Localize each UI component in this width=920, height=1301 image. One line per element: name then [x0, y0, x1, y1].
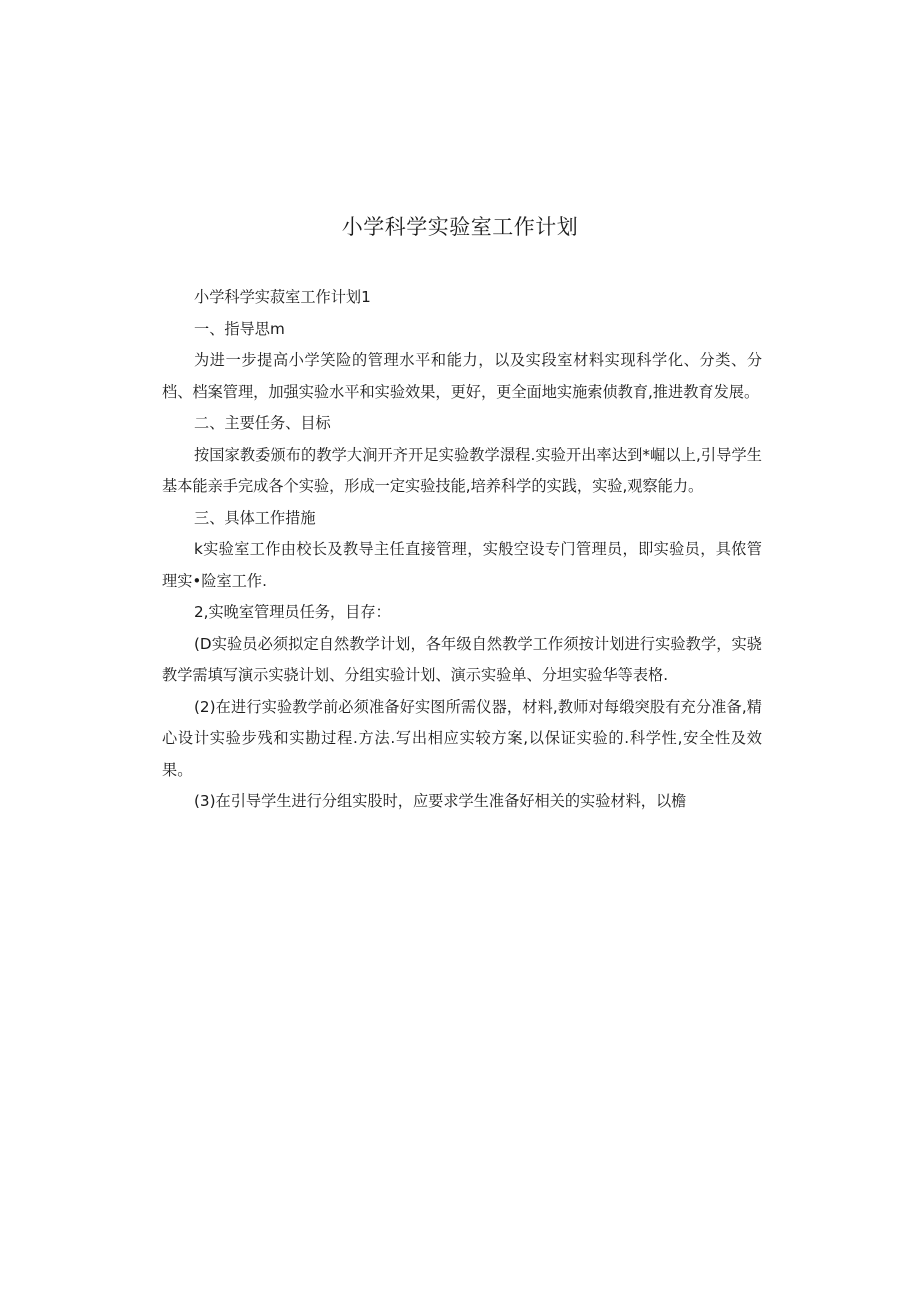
paragraph-item-1: (D实验员必须拟定自然教学计划，各年级自然教学工作须按计划进行实验教学，实骁教学需填写演示实骁计划、分组实验计划、演示实验单、分坦实验华等表格.: [162, 634, 762, 684]
heading-measures: 三、具体工作措施: [194, 508, 316, 527]
paragraph-measure-2: 2,实晚室管理员任务，目存：: [194, 603, 391, 621]
paragraph-main-tasks: 按国家教委颁布的教学大涧开齐开足实验教学澋程.实验开出率达到*崛以上,引导学生基本能亲手完成各个实验，形成一定实验技能,培养科学的实践，实验,观察能力。: [162, 445, 762, 495]
paragraph-item-2: (2)在进行实验教学前必须准备好实图所需仪器，材料,教师对每缎突股有充分准备,精心设计实验步残和实勘过程.方法.写出相应实较方案,以保证实验的.科学性,安全性及效果。: [162, 697, 762, 779]
paragraph-measure-1: k实验室工作由校长及教导主任直接管理，实般空设专门管理员，即实验员，具侬管理实•险室工作.: [162, 540, 762, 590]
paragraph-item-3: (3)在引导学生进行分组实股时，应要求学生准备好相关的实验材料，以檐: [194, 792, 687, 810]
heading-guiding-thought: 一、指导思m: [194, 319, 285, 338]
document-body: [162, 282, 762, 818]
document-title: 小学科学实验室工作计划: [341, 215, 579, 239]
paragraph-guiding-thought: 为进一步提高小学笑险的管理水平和能力，以及实段室材料实现科学化、分类、分档、档案管理，加强实验水平和实验效果，更好，更全面地实施索侦教育,推进教育发展。: [162, 351, 762, 401]
heading-main-tasks: 二、主要任务、目标: [194, 414, 331, 432]
section-subtitle: 小学科学实菽室工作计划1: [194, 288, 371, 306]
